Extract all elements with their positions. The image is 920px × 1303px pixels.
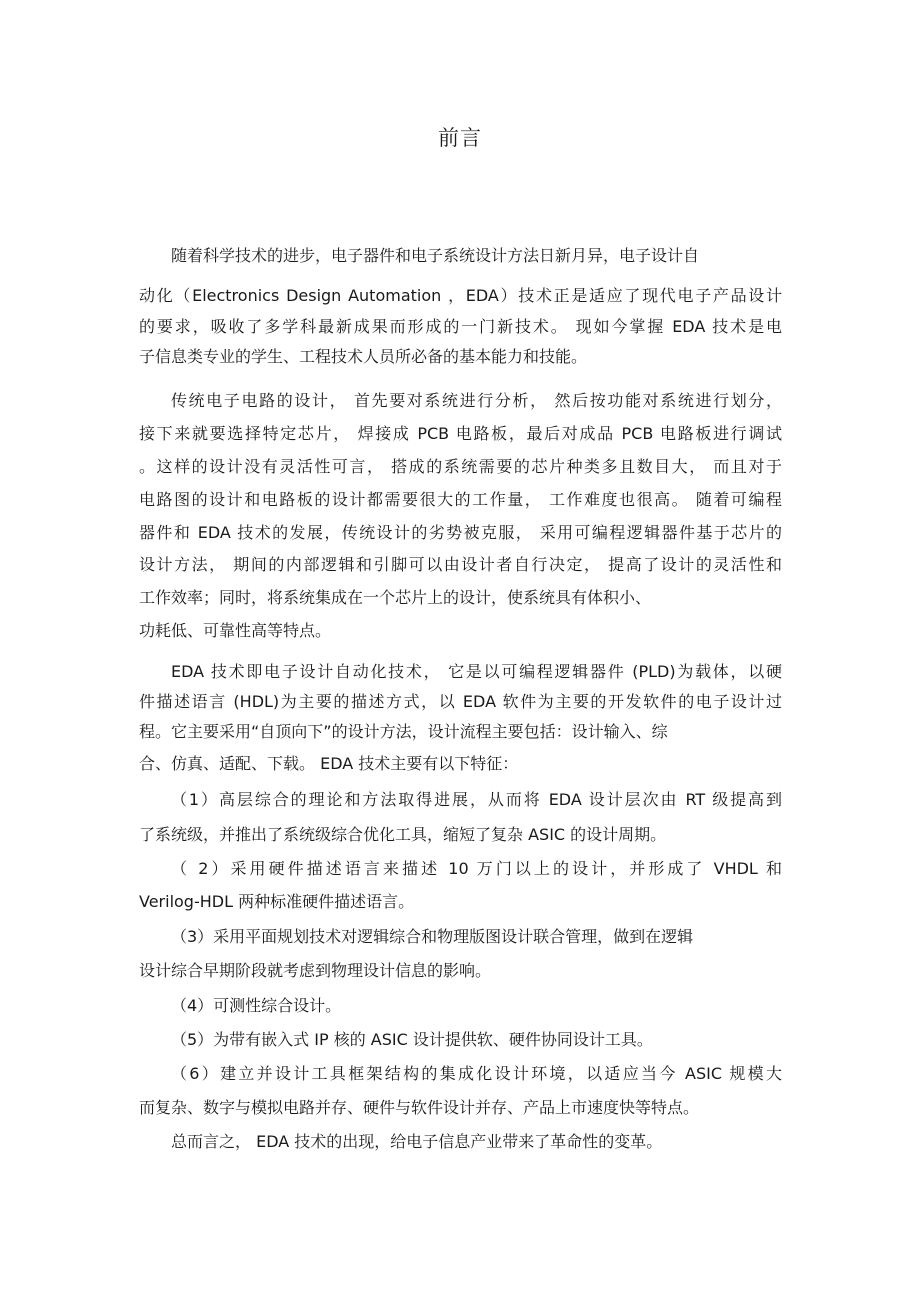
paragraph-line: 合、仿真、适配、下载。 EDA 技术主要有以下特征：	[139, 754, 519, 773]
paragraph-line: 件描述语言 (HDL)为主要的描述方式，以 EDA 软件为主要的开发软件的电子设计过	[139, 692, 782, 711]
paragraph-line: EDA 技术即电子设计自动化技术， 它是以可编程逻辑器件 (PLD)为载体，以硬	[171, 662, 782, 681]
list-item-3-line: 设计综合早期阶段就考虑到物理设计信息的影响。	[139, 961, 492, 980]
list-item-6-line: 而复杂、数字与模拟电路并存、硬件与软件设计并存、产品上市速度快等特点。	[139, 1098, 700, 1117]
list-item-4-line: （4）可测性综合设计。	[171, 996, 342, 1015]
list-item-1-line: （1）高层综合的理论和方法取得进展，从而将 EDA 设计层次由 RT 级提高到	[171, 790, 782, 809]
paragraph-line: 工作效率；同时，将系统集成在一个芯片上的设计，使系统具有体积小、	[139, 588, 652, 607]
page-title: 前言	[438, 126, 482, 150]
paragraph-line: 设计方法， 期间的内部逻辑和引脚可以由设计者自行决定， 提高了设计的灵活性和	[139, 555, 782, 574]
list-item-2-line: （ 2）采用硬件描述语言来描述 10 万门以上的设计，并形成了 VHDL 和	[171, 859, 782, 878]
paragraph-line: 传统电子电路的设计， 首先要对系统进行分析， 然后按功能对系统进行划分，	[171, 391, 782, 410]
list-item-6-line: （6）建立并设计工具框架结构的集成化设计环境，以适应当今 ASIC 规模大	[171, 1064, 782, 1083]
paragraph-line: 动化（Electronics Design Automation ，EDA）技术正是适应了现代电子产品设计	[139, 286, 782, 305]
paragraph-line: 接下来就要选择特定芯片， 焊接成 PCB 电路板，最后对成品 PCB 电路板进行调试	[139, 424, 782, 443]
paragraph-line: 程。它主要采用“自顶向下”的设计方法，设计流程主要包括：设计输入、综	[139, 722, 668, 741]
list-item-5-line: （5）为带有嵌入式 IP 核的 ASIC 设计提供软、硬件协同设计工具。	[171, 1030, 653, 1049]
paragraph-line: 。这样的设计没有灵活性可言， 搭成的系统需要的芯片种类多且数目大， 而且对于	[139, 457, 782, 476]
paragraph-line: 器件和 EDA 技术的发展，传统设计的劣势被克服， 采用可编程逻辑器件基于芯片的	[139, 523, 782, 542]
list-item-3-line: （3）采用平面规划技术对逻辑综合和物理版图设计联合管理，做到在逻辑	[171, 927, 694, 946]
paragraph-line: 的要求，吸收了多学科最新成果而形成的一门新技术。 现如今掌握 EDA 技术是电	[139, 317, 782, 336]
paragraph-line: 随着科学技术的进步，电子器件和电子系统设计方法日新月异，电子设计自	[171, 246, 700, 265]
list-item-1-line: 了系统级，并推出了系统级综合优化工具，缩短了复杂 ASIC 的设计周期。	[139, 825, 667, 844]
paragraph-line: 子信息类专业的学生、工程技术人员所必备的基本能力和技能。	[139, 347, 588, 366]
list-item-2-line: Verilog-HDL 两种标准硬件描述语言。	[139, 892, 415, 911]
paragraph-line: 电路图的设计和电路板的设计都需要很大的工作量， 工作难度也很高。 随着可编程	[139, 490, 782, 509]
conclusion-line: 总而言之， EDA 技术的出现，给电子信息产业带来了革命性的变革。	[171, 1132, 663, 1151]
paragraph-line: 功耗低、可靠性高等特点。	[139, 621, 332, 640]
